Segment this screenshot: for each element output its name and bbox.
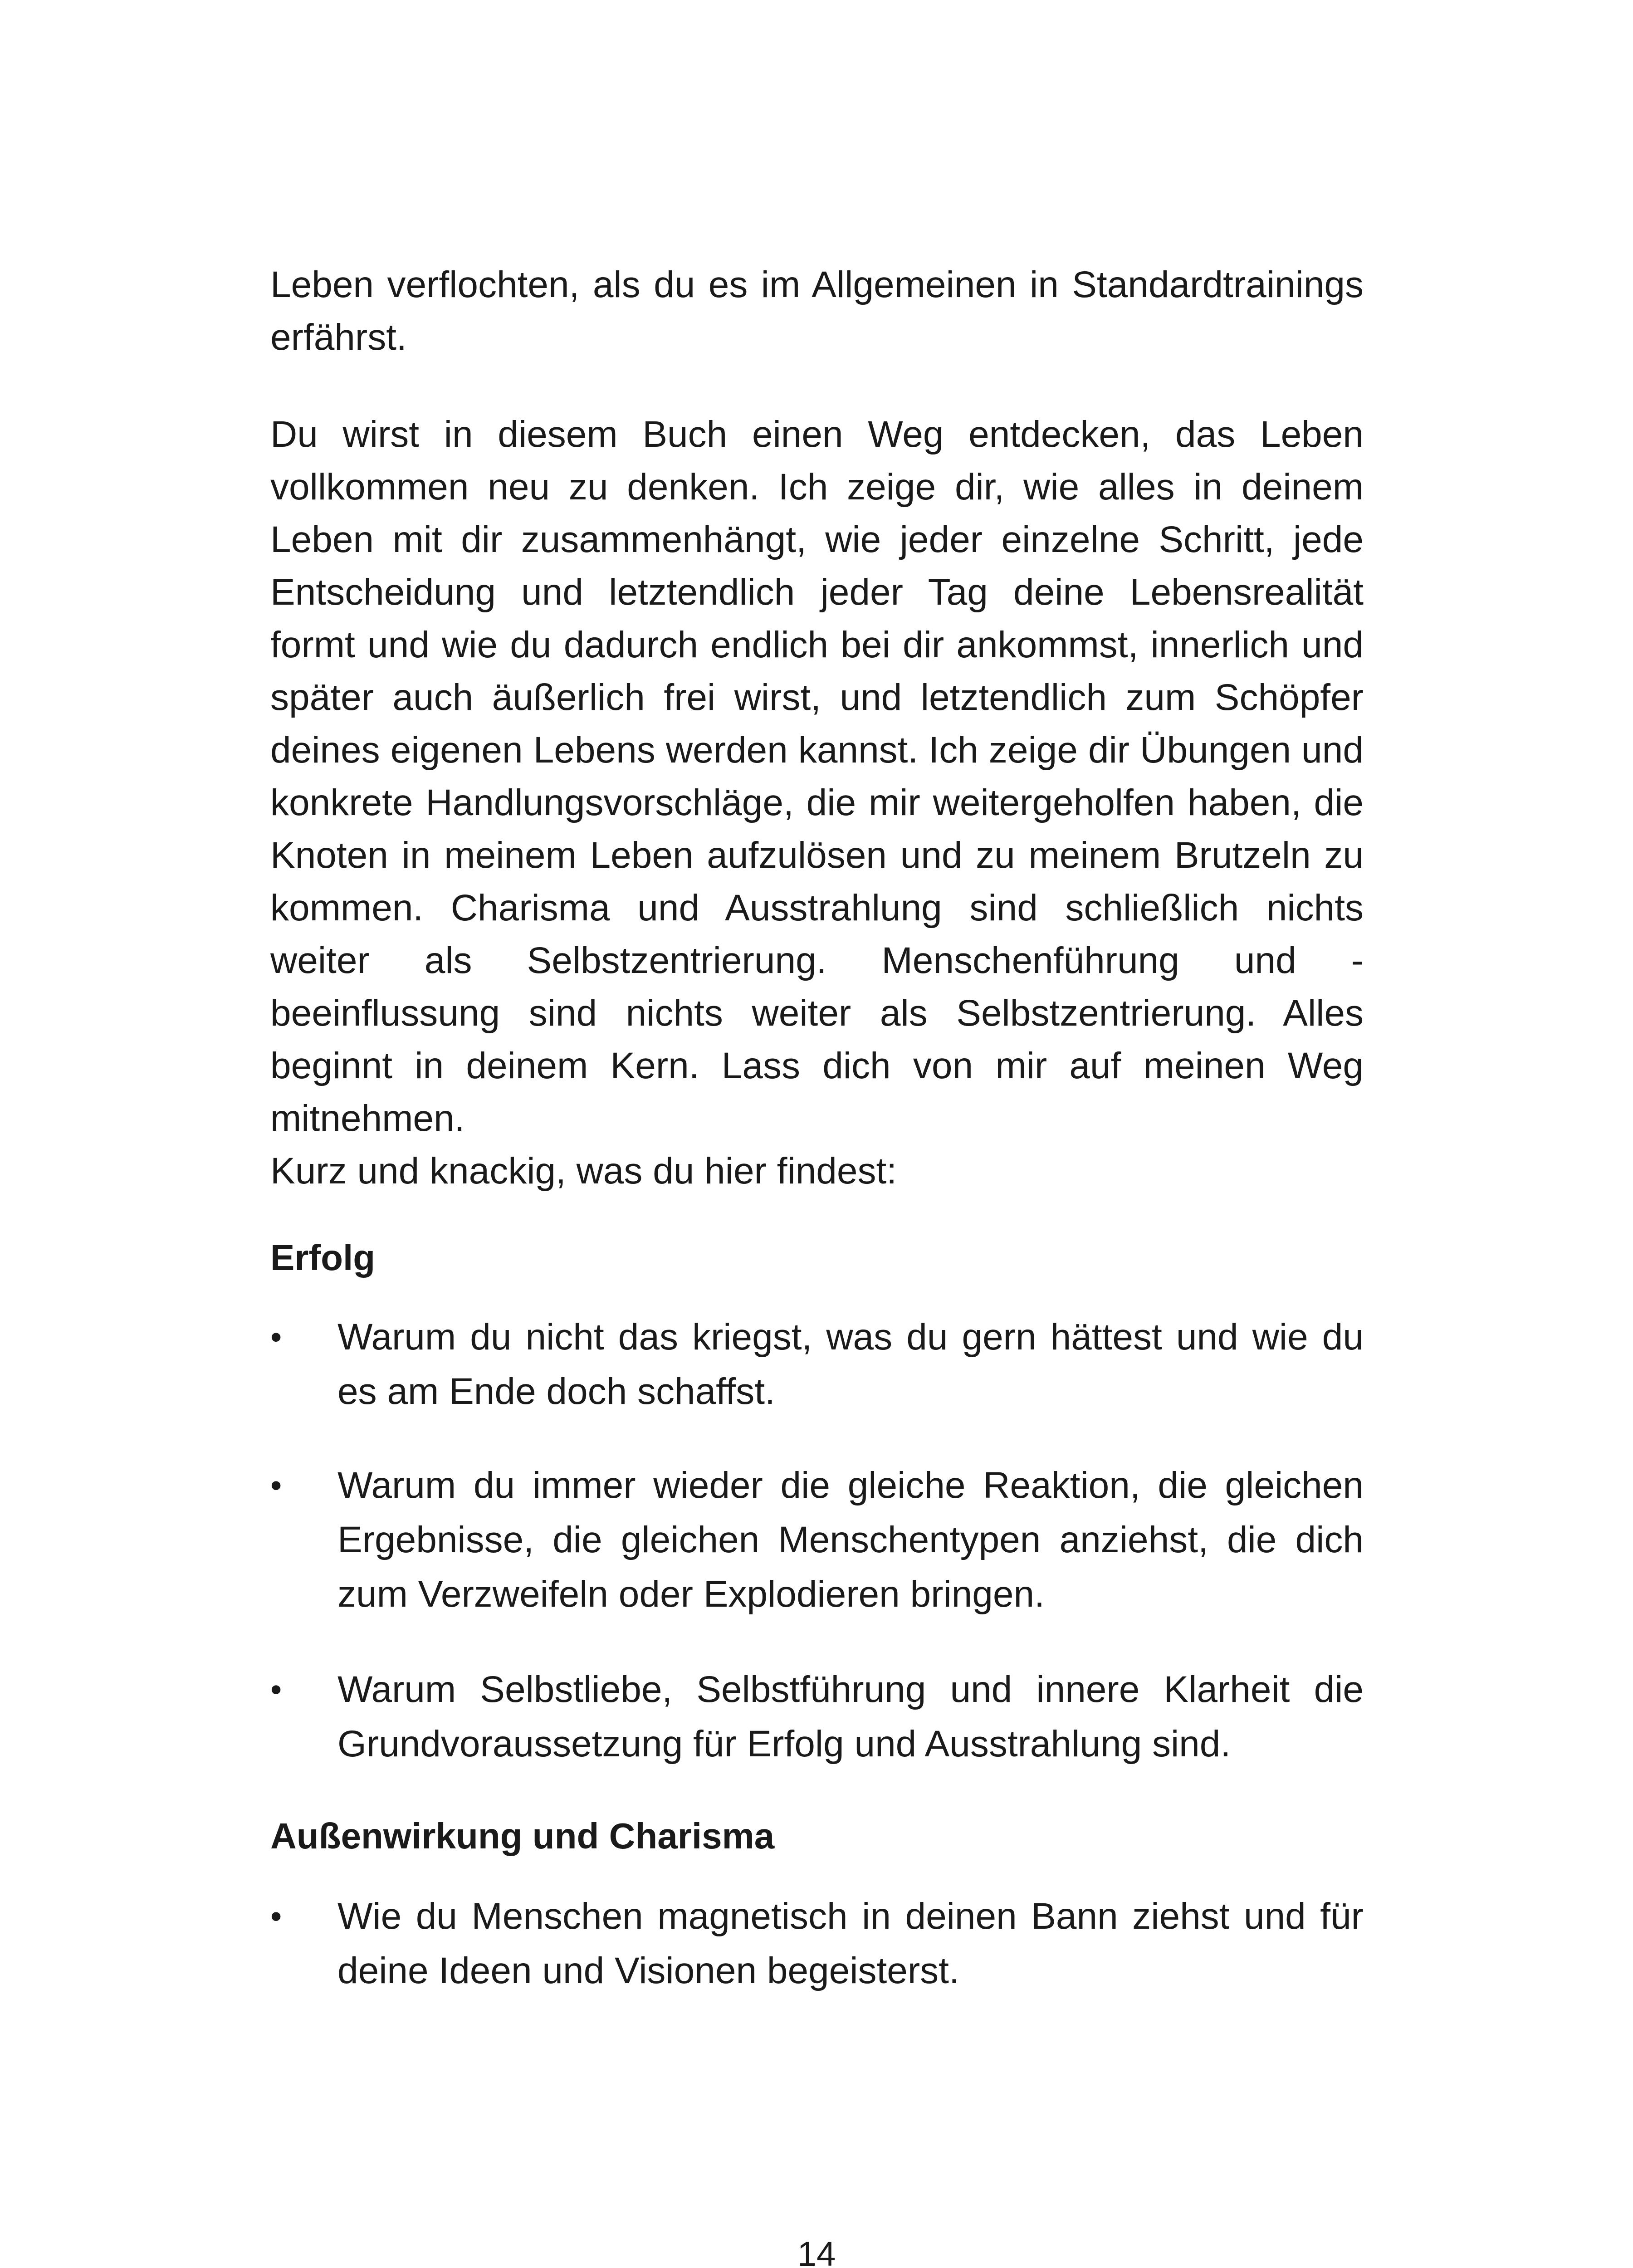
list-item-text: Warum Selbstliebe, Selbstführung und innere Klarheit die Grundvoraussetzung für Erfolg und Ausstrahlung sind. (337, 1669, 1364, 1765)
list-item-text: Wie du Menschen magnetisch in deinen Bann ziehst und für deine Ideen und Visionen begeisterst. (337, 1896, 1364, 1991)
list-item-text: Warum du immer wieder die gleiche Reaktion, die gleichen Ergebnisse, die gleichen Menschentypen anziehst, die dich zum Verzweifeln oder Explodieren bringen. (337, 1465, 1364, 1615)
bullet-icon: • (270, 1467, 282, 1504)
bullet-icon: • (270, 1319, 282, 1355)
paragraph-summary-intro: Kurz und knackig, was du hier findest: (270, 1150, 897, 1192)
bullet-icon: • (270, 1672, 282, 1708)
list-item-text: Warum du nicht das kriegst, was du gern hättest und wie du es am Ende doch schaffst. (337, 1316, 1364, 1412)
section-heading-charisma: Außenwirkung und Charisma (270, 1816, 775, 1856)
paragraph-main (270, 408, 1364, 1198)
bullet-icon: • (270, 1898, 282, 1935)
page-number: 14 (797, 2235, 836, 2268)
section-heading-erfolg: Erfolg (270, 1237, 376, 1278)
paragraph-main-body: Du wirst in diesem Buch einen Weg entdecken, das Leben vollkommen neu zu denken. Ich zeige dir, wie alles in deinem Leben mit dir zusammenhängt, wie jeder einzelne Schritt, jede Entscheidung und letztendlich jeder Tag deine Lebensrealität formt und wie du dadurch endlich bei dir ankommst, innerlich und später auch äußerlich frei wirst, und letztendlich zum Schöpfer deines eigenen Lebens werden kannst. Ich zeige dir Übungen und konkrete Handlungsvorschläge, die mir weitergeholfen haben, die Knoten in meinem Leben aufzulösen und zu meinem Brutzeln zu kommen. Charisma und Ausstrahlung sind schließlich nichts weiter als Selbstzentrierung. Menschenführung und -beeinflussung sind nichts weiter als Selbstzentrierung. Alles beginnt in deinem Kern. Lass dich von mir auf meinen Weg mitnehmen. (270, 414, 1364, 1139)
paragraph-continuation: Leben verflochten, als du es im Allgemeinen in Standardtrainings erfährst. (270, 264, 1364, 358)
